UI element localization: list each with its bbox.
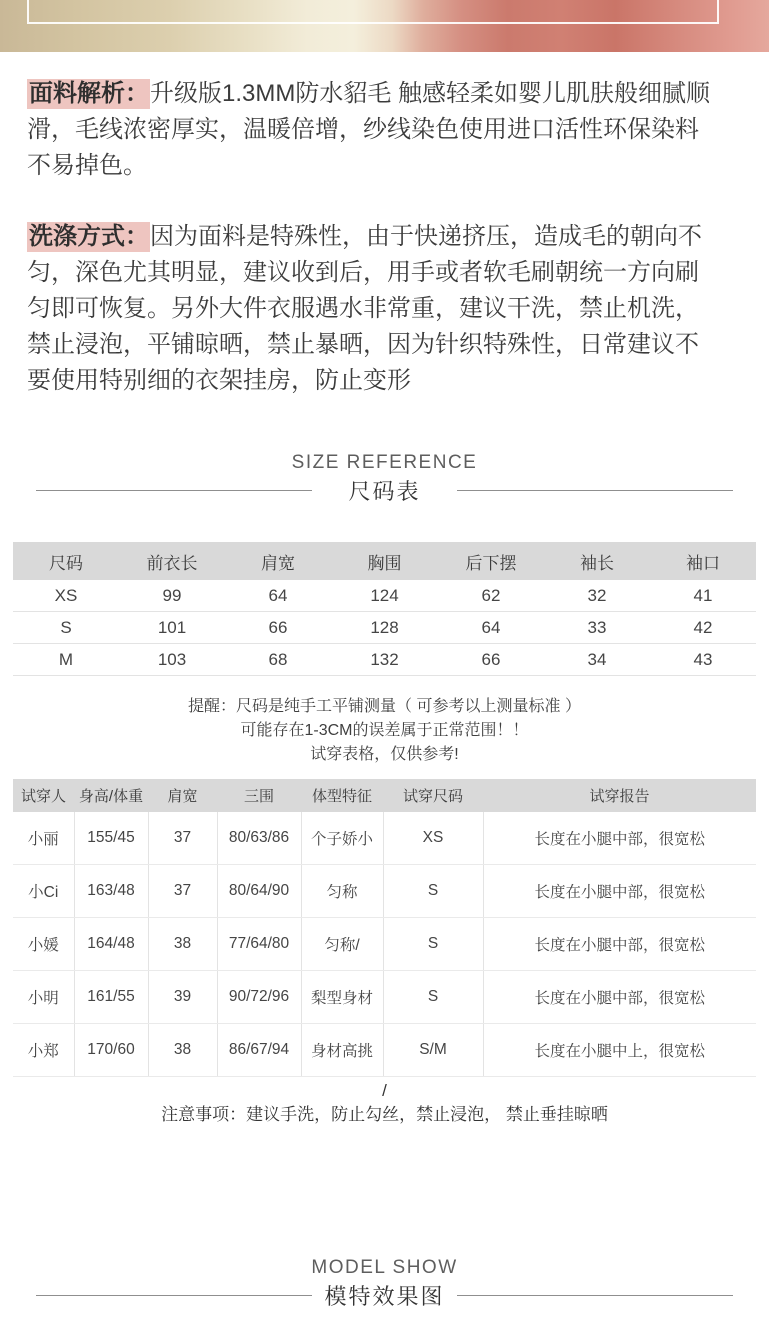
fit-table-cell: 80/63/86	[217, 812, 301, 865]
fit-table-cell: 77/64/80	[217, 918, 301, 971]
fit-table-cell: 37	[148, 865, 217, 918]
size-table-cell: S	[13, 612, 119, 644]
fit-table-cell: 90/72/96	[217, 971, 301, 1024]
wash-method-text: 因为面料是特殊性，由于快递挤压，造成毛的朝向不匀，深色尤其明显，建议收到后，用手或者软毛刷朝统一方向刷匀即可恢复。另外大件衣服遇水非常重，建议干洗，禁止机洗，禁止浸泡，平铺晾晒，禁止暴晒，因为针织特殊性，日常建议不要使用特别细的衣架挂房，防止变形	[27, 223, 702, 394]
fit-table-cell: 身材高挑	[301, 1024, 383, 1077]
fit-table-cell: 小明	[13, 971, 74, 1024]
size-notes	[0, 695, 769, 767]
table-row	[13, 612, 756, 644]
wash-method-paragraph	[27, 219, 711, 399]
fit-table-cell: 170/60	[74, 1024, 148, 1077]
size-reference-header	[0, 450, 769, 506]
table-row	[13, 918, 756, 971]
size-table-cell: 62	[438, 580, 544, 612]
size-table	[13, 542, 756, 676]
fabric-analysis-text: 升级版1.3MM防水貂毛 触感轻柔如婴儿肌肤般细腻顺滑，毛线浓密厚实，温暖倍增，纱线染色使用进口活性环保染料不易掉色。	[27, 80, 711, 179]
size-table-cell: 34	[544, 644, 650, 676]
header-rule-left	[36, 490, 312, 491]
table-row	[13, 580, 756, 612]
fit-table-cell: 梨型身材	[301, 971, 383, 1024]
size-table-cell: 103	[119, 644, 225, 676]
size-table-cell: M	[13, 644, 119, 676]
size-table-cell: 99	[119, 580, 225, 612]
fit-table-header-cell: 试穿人	[13, 779, 74, 812]
size-note-line: 提醒：尺码是纯手工平铺测量（ 可参考以上测量标准 ）	[188, 698, 581, 715]
size-table-header-cell: 尺码	[13, 542, 119, 580]
wash-method-label: 洗涤方式：	[29, 223, 149, 250]
care-notice: 注意事项：建议手洗，防止勾丝，禁止浸泡， 禁止垂挂晾晒	[161, 1105, 608, 1124]
model-show-header	[0, 1255, 769, 1311]
size-reference-title-cn: 尺码表	[348, 479, 421, 504]
fabric-image-frame	[27, 0, 719, 24]
fit-table-cell: 39	[148, 971, 217, 1024]
fit-table-cell: S/M	[383, 1024, 483, 1077]
size-table-header-row	[13, 542, 756, 580]
size-table-cell: 43	[650, 644, 756, 676]
fit-table	[13, 779, 756, 1077]
fit-table-cell: S	[383, 971, 483, 1024]
fit-table-cell: 长度在小腿中部，很宽松	[483, 918, 756, 971]
size-table-cell: 101	[119, 612, 225, 644]
size-table-cell: 66	[225, 612, 331, 644]
model-show-title-en: MODEL SHOW	[311, 1257, 458, 1278]
fit-table-cell: 小Ci	[13, 865, 74, 918]
size-table-header-cell: 胸围	[331, 542, 438, 580]
size-table-header-cell: 袖口	[650, 542, 756, 580]
size-table-cell: 128	[331, 612, 438, 644]
table-row	[13, 971, 756, 1024]
header-rule-right	[457, 490, 733, 491]
size-reference-title-en: SIZE REFERENCE	[291, 452, 478, 473]
size-table-cell: 66	[438, 644, 544, 676]
size-table-header-cell: 肩宽	[225, 542, 331, 580]
size-table-header-cell: 袖长	[544, 542, 650, 580]
size-table-cell: 124	[331, 580, 438, 612]
fit-table-header-cell: 试穿报告	[483, 779, 756, 812]
fit-table-cell: 小郑	[13, 1024, 74, 1077]
fit-table-header-row	[13, 779, 756, 812]
size-table-cell: 33	[544, 612, 650, 644]
size-table-cell: 64	[225, 580, 331, 612]
fit-table-header-cell: 体型特征	[301, 779, 383, 812]
model-show-title-cn: 模特效果图	[324, 1284, 445, 1309]
fit-table-cell: 长度在小腿中部，很宽松	[483, 865, 756, 918]
fit-table-cell: 匀称	[301, 865, 383, 918]
divider-slash: /	[382, 1081, 387, 1100]
fit-table-cell: S	[383, 918, 483, 971]
size-note-line: 试穿表格，仅供参考!	[310, 746, 459, 763]
size-table-cell: 41	[650, 580, 756, 612]
fit-table-cell: 长度在小腿中部，很宽松	[483, 812, 756, 865]
size-table-header-cell: 后下摆	[438, 542, 544, 580]
fit-table-cell: XS	[383, 812, 483, 865]
table-row	[13, 865, 756, 918]
fit-table-cell: 长度在小腿中上，很宽松	[483, 1024, 756, 1077]
size-note-line: 可能存在1-3CM的误差属于正常范围！！	[240, 722, 529, 739]
size-table-cell: 64	[438, 612, 544, 644]
fit-table-cell: 小媛	[13, 918, 74, 971]
size-table-cell: 32	[544, 580, 650, 612]
fit-table-cell: 86/67/94	[217, 1024, 301, 1077]
size-table-header-cell: 前衣长	[119, 542, 225, 580]
fabric-analysis-label: 面料解析：	[29, 80, 149, 107]
fit-table-cell: 小丽	[13, 812, 74, 865]
table-row	[13, 812, 756, 865]
fit-table-cell: 164/48	[74, 918, 148, 971]
fit-table-cell: 155/45	[74, 812, 148, 865]
fit-table-cell: 80/64/90	[217, 865, 301, 918]
fit-table-header-cell: 肩宽	[148, 779, 217, 812]
table-row	[13, 1024, 756, 1077]
size-table-cell: 132	[331, 644, 438, 676]
fit-table-cell: 长度在小腿中部，很宽松	[483, 971, 756, 1024]
fit-table-header-cell: 三围	[217, 779, 301, 812]
fit-table-header-cell: 身高/体重	[74, 779, 148, 812]
size-table-cell: 68	[225, 644, 331, 676]
size-table-cell: XS	[13, 580, 119, 612]
fabric-analysis-paragraph	[27, 76, 711, 184]
size-table-cell: 42	[650, 612, 756, 644]
fit-table-cell: S	[383, 865, 483, 918]
header-rule-left	[36, 1295, 312, 1296]
fit-table-cell: 匀称/	[301, 918, 383, 971]
table-row	[13, 644, 756, 676]
fit-table-cell: 38	[148, 1024, 217, 1077]
fit-table-cell: 161/55	[74, 971, 148, 1024]
fabric-swatch-image	[0, 0, 769, 52]
fit-table-cell: 163/48	[74, 865, 148, 918]
header-rule-right	[457, 1295, 733, 1296]
fit-table-cell: 个子娇小	[301, 812, 383, 865]
fit-table-cell: 37	[148, 812, 217, 865]
fit-table-cell: 38	[148, 918, 217, 971]
fit-table-header-cell: 试穿尺码	[383, 779, 483, 812]
